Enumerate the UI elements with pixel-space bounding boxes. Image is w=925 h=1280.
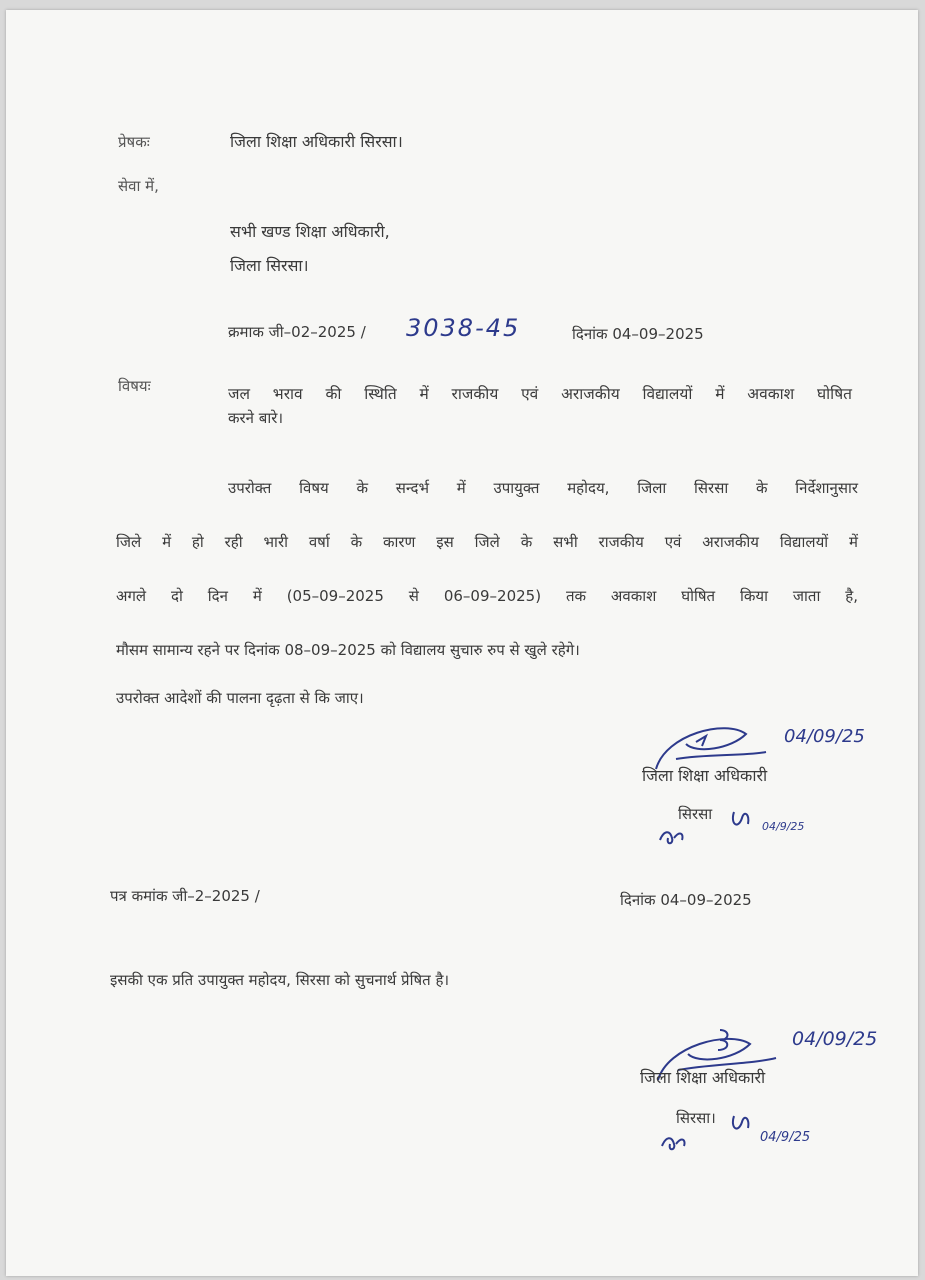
sender-value: जिला शिक्षा अधिकारी सिरसा।: [230, 132, 403, 151]
initials-scribble-1: [654, 804, 764, 850]
subject-label: विषयः: [118, 377, 151, 395]
reference-date: दिनांक 04–09–2025: [572, 325, 704, 343]
subject-line2: करने बारे।: [228, 409, 284, 427]
signature1-initial-date: 04/9/25: [762, 820, 805, 833]
signature2-designation: जिला शिक्षा अधिकारी: [640, 1068, 766, 1087]
initials-scribble-2: [656, 1108, 766, 1156]
reference-prefix: क्रमाक जी–02–2025 /: [228, 323, 366, 341]
body-line4: मौसम सामान्य रहने पर दिनांक 08–09–2025 को विद्यालय सुचारु रुप से खुले रहेगे।: [116, 641, 580, 659]
letter-page: [6, 10, 918, 1276]
endorsement-date: दिनांक 04–09–2025: [620, 891, 752, 909]
recipient-line1: सभी खण्ड शिक्षा अधिकारी,: [230, 222, 390, 241]
to-label: सेवा में,: [118, 177, 159, 195]
endorsement-ref: पत्र कमांक जी–2–2025 /: [110, 887, 260, 905]
body-line5: उपरोक्त आदेशों की पालना दृढ़ता से कि जाए।: [116, 689, 364, 707]
sender-label: प्रेषकः: [118, 133, 150, 151]
body-line1: उपरोक्त विषय के सन्दर्भ में उपायुक्त महोदय, जिला सिरसा के निर्देशानुसार: [228, 479, 858, 497]
subject-line1: जल भराव की स्थिति में राजकीय एवं अराजकीय विद्यालयों में अवकाश घोषित: [228, 385, 852, 403]
signature1-designation: जिला शिक्षा अधिकारी: [642, 766, 768, 785]
recipient-line2: जिला सिरसा।: [230, 256, 309, 275]
endorsement-copy-text: इसकी एक प्रति उपायुक्त महोदय, सिरसा को सुचनार्थ प्रेषित है।: [110, 971, 450, 989]
body-line2: जिले में हो रही भारी वर्षा के कारण इस जिले के सभी राजकीय एवं अराजकीय विद्यालयों में: [116, 533, 858, 551]
signature2-place: सिरसा।: [676, 1109, 716, 1127]
signature2-handwritten-date: 04/09/25: [792, 1028, 878, 1050]
handwritten-dispatch-number: 3038-45: [406, 314, 521, 342]
signature1-place: सिरसा: [678, 805, 713, 823]
signature1-handwritten-date: 04/09/25: [784, 726, 865, 747]
signature2-initial-date: 04/9/25: [760, 1130, 811, 1145]
body-line3: अगले दो दिन में (05–09–2025 से 06–09–2025) तक अवकाश घोषित किया जाता है,: [116, 587, 858, 605]
